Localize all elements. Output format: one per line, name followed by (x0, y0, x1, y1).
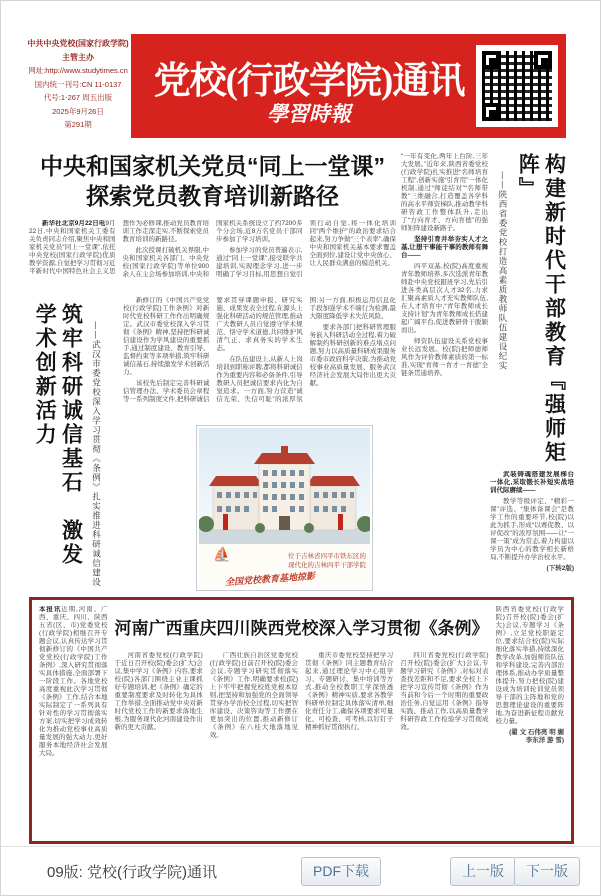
main-headline-line2: 探索党员教育培训新路径 (86, 183, 339, 209)
photo-caption (199, 544, 370, 588)
continued-on-page2: (下转2版) (546, 565, 574, 572)
qr-finder-icon (482, 51, 500, 69)
bottom-article-right-column: 陕西省委党校(行政学院)召开校(院)委会(扩大)会议,专题学习《条例》,立足党校职能定位,要求结合校(院)实际细化落实举措,持续深化教学改革,加强师资队伍和学科建设,完善内部治理体系,推动办学质量整体提升,努力把校(院)建设成为培训轮训党员领导干部的主阵地和党的思想理论建设的重要阵地,为奋进新征程贡献党校力量。 (翟 文 石伟亮 明 媚 李东洋 游 雪) (495, 606, 564, 744)
qr-finder-icon (482, 103, 500, 121)
bottom-article-middle-body (115, 652, 489, 835)
main-headline-line1: 中央和国家机关党员“同上一堂课” (40, 153, 385, 179)
website-url: 网址:http://www.studytimes.cn (28, 66, 128, 75)
body-paragraph: 要求各部门把科研管理服务嵌入科研活动全过程,着力破解制约科研创新的难点堵点问题,努力以高质量科研成果服务市委市政府科学决策,为推动党校事业高质量发展、服务武汉经济社会发展大局作出更大贡献。 (309, 324, 396, 387)
newspaper-subtitle: 學習時報 (267, 101, 351, 126)
dateline: 新华社北京9月22日电 (42, 220, 106, 227)
right-article-subhead2: 武装铸魂搭建发展梯台一体化,采取锻长补短实战培训代际赓续—— (490, 471, 574, 494)
qr-finder-icon (534, 51, 552, 69)
next-page-button[interactable]: 下一版 (514, 857, 580, 886)
left-article-title: 筑牢科研诚信基石 激发学术创新活力 (33, 303, 83, 567)
newspaper-title: 党校(行政学院)通讯 (153, 61, 465, 102)
epaper-toolbar (1, 846, 600, 896)
right-article-title: 构建新时代干部教育『强师矩阵』 (516, 153, 566, 465)
main-article-lead-paragraph: 新华社北京9月22日电9月22日,中央和国家机关工委有关负责同志介绍,聚焦中央和国家机关党员“同上一堂课”,依托中央党校(国家行政学院)优质教学资源,自觉把学习贯彻习近平新时代中国特色社会主义思想作为必修课,推动党员教育培训工作走深走实,不断探索党员教育培训的新路径。 (29, 220, 209, 275)
right-article-subtitle: ——陕西省委党校打造高素质教师队伍建设纪实 (497, 171, 507, 371)
red-landmark-sketch-icon: ⛵ (213, 546, 231, 562)
qr-code-box (476, 45, 558, 127)
page-label: 09版: 党校(行政学院)通讯 (47, 864, 218, 881)
body-paragraph: 河南省委党校(行政学院)于近日召开校(院)委会(扩大)会议,集中学习《条例》内容,要求校(院)各部门围绕主业主课抓好专题培训,把《条例》确定的重要制度要求及时转化为具体工作举措,全面推动党中央对新时代党校工作的新要求落地生根,为服务现代化河南建设作出新的更大贡献。 (114, 652, 203, 731)
left-article-subtitle: ——武汉市委党校深入学习贯彻《条例》扎实推进科研诚信建设 (90, 321, 101, 587)
right-article-body-col1: “一年有变化,两年上台阶,三年大发展。”近年来,陕西省委党校(行政学院)扎实推进“名师培育工程”,创新实施“引育用”一体化机制,通过“师徒结对”“名师带教”三维融合,打造覆盖各学科的高水平师资梯队,推动教学科研咨政工作整体跃升,走出了“方向育才、方向育德”的强师矩阵建设新路子。 坚持引育并举夯实人才之基,让想干事能干事的教师有舞台—— 四平双基,校(院)高度重视青年教师培养,多次选派青年教师赴中央党校跟班学习,先后引进各类高层次人才32名,力求汇聚高素质人才充实教师队伍,在人才培育中,“青年教师成长支持计划”为青年教师成长搭建起广阔平台,促进教研骨干脱颖而出。 师资队伍建设关系党校事业长远发展。校(院)把师德师风作为评价教师素质的第一标准,实现“育师一育才一育德”全链条贯通培养。 (401, 153, 488, 377)
right-article-body-continued: 武装铸魂搭建发展梯台一体化,采取锻长补短实战培训代际赓续—— 教学等级评定、“精彩一课”评选、“集体备课会”是教学工作的重要环节,校(院)以此为抓手,形成“以赛促教、以评促改”的浓厚氛围——让“一课一策”成为常态,着力构建以学员为中心的教学相长新格局,不断提升办学治校水平。 (下转2版) (490, 471, 574, 572)
pdf-download-button[interactable]: PDF下载 (301, 857, 381, 886)
issue-number: 第291期 (64, 120, 92, 129)
body-paragraph: 四川省委党校(行政学院)召开校(院)委会(扩大)会议,专题学习研究《条例》,对标对表查找差距和不足,要求全校上下把学习宣传贯彻《条例》作为当前和今后一个时期的重要政治任务,自觉运用《条例》指导实践、推动工作,以高质量教学科研咨政工作检验学习贯彻成效。 (400, 652, 489, 731)
bottom-article-middle (115, 606, 489, 835)
bottom-article-byline: (翟 文 石伟亮 明 媚 李东洋 游 雪) (509, 729, 564, 744)
building-photo (196, 425, 373, 591)
body-paragraph: 在队伍建设上,从新人上岗培训到职称评聘,都将科研诚信作为重要内容和必备条件,引导教研人员把诚信要求内化为自觉追求。一方面,努力营造“诚信光荣、失信可耻”的浓厚氛围;另一方面,积极运用信息化手段加强学术不端行为检测,最大限度降低学术失范风险。 (216, 297, 396, 403)
issue-date: 2025年9月26日 (52, 106, 104, 116)
right-article-subhead1: 坚持引育并举夯实人才之基,让想干事能干事的教师有舞台—— (401, 236, 488, 259)
bottom-article-box (29, 597, 574, 844)
body-paragraph: 此次授课打破机关界限,中央和国家机关各部门、中央党校(国家行政学院)等单位900余人在主会场参加培训,中央和国家机关系统设立了约7200多个分会场,近8万名党员干部同步参加了学习培训。 (122, 220, 303, 278)
photo-caption-text: 位于吉林省四平市铁东区的 现代化的吉林四平干部学院 (288, 552, 366, 569)
publisher-line1: 中共中央党校(国家行政学院) (27, 39, 129, 48)
photo-caption-script: 全国党校教育基地掠影 (224, 571, 316, 589)
publisher-line2: 主管主办 (62, 52, 94, 62)
right-article-headline[interactable] (490, 153, 567, 465)
main-article-headline[interactable] (29, 151, 396, 215)
building-illustration (199, 428, 370, 544)
bottom-article-left-column: 本报讯近期,河南、广西、重庆、四川、陕西五省(区、市)党委党校(行政学院)相继召开专题会议,认真传达学习贯彻新修订的《中国共产党党校(行政学院)工作条例》,深入研究贯彻落实具体措施,全面部署下一阶段工作。各地党校高度重视此次学习贯彻《条例》工作,结合本地实际制定了一系列具有针对性的学习贯彻落实方案,切实把学习成效转化为推动党校事业高质量发展的强大动力,更好服务本地经济社会发展大局。 (39, 606, 108, 757)
body-paragraph: 该校先后制定完善科研诚信管理办法、学术委员会章程等一系列制度文件,把科研诚信要求贯穿课题申报、研究实施、成果发表全过程,在源头上强化科研活动的规范管理,推动广大教研人员自觉遵守学术规范、恪守学术道德,共同维护风清气正、求真务实的学术生态。 (123, 297, 303, 403)
masthead-band (131, 34, 566, 138)
body-paragraph: 参加学习的党员普遍表示,通过“同上一堂课”,接受联学共建培训,实现理念学习,进一步明确了学习目标,用思想自觉引领行动自觉,将一体化培训同“两个维护”的政治要求结合起来,努力争做“三个表率”,确保中央和国家机关基本要求覆盖全面到位,建设让党中央放心、让人民群众满意的模范机关。 (216, 220, 396, 278)
post-code: 代号:1-267 周五出版 (43, 93, 113, 102)
masthead-info (25, 37, 131, 137)
body-paragraph: 重庆市委党校坚持把学习贯彻《条例》同主题教育结合起来,通过理论学习中心组学习、专题研讨、集中培训等方式,推动全校教职工学深悟透《条例》精神实质,要求各教学科研单位制定具体落实清单,细化责任分工,确保各项要求可量化、可检查、可考核,以钉钉子精神抓好贯彻执行。 (305, 652, 394, 731)
issn-number: 国内统一刊号:CN 11-0137 (34, 79, 122, 89)
bottom-article-headline[interactable]: 河南广西重庆四川陕西党校深入学习贯彻《条例》 (114, 619, 489, 638)
main-article-body (29, 220, 396, 290)
previous-page-button[interactable]: 上一版 (450, 857, 516, 886)
qr-code-icon (482, 51, 552, 121)
left-article-headline[interactable] (31, 303, 108, 587)
body-paragraph: 广西壮族自治区党委党校(行政学院)日前召开校(院)委会会议,专题学习研究贯彻落实《条例》工作,明确要求校(院)上下牢牢把握党校姓党根本原则,把坚持和加强党的全面领导贯穿办学治校全过程,切实把智库建设、决策咨询等工作摆在更加突出的位置,推动新修订《条例》在八桂大地落地见效。 (209, 652, 298, 739)
bottom-article-lead: 本报讯 (39, 606, 62, 613)
body-paragraph: 新修订的《中国共产党党校(行政学院)工作条例》对新时代党校科研工作作出明确规定。武汉市委党校深入学习贯彻《条例》精神,坚持把科研诚信建设作为学风建设的重要抓手,通过制度建设、教育引导、监督约束等多项举措,筑牢科研诚信基石,持续激发学术创新活力。 (123, 297, 210, 376)
